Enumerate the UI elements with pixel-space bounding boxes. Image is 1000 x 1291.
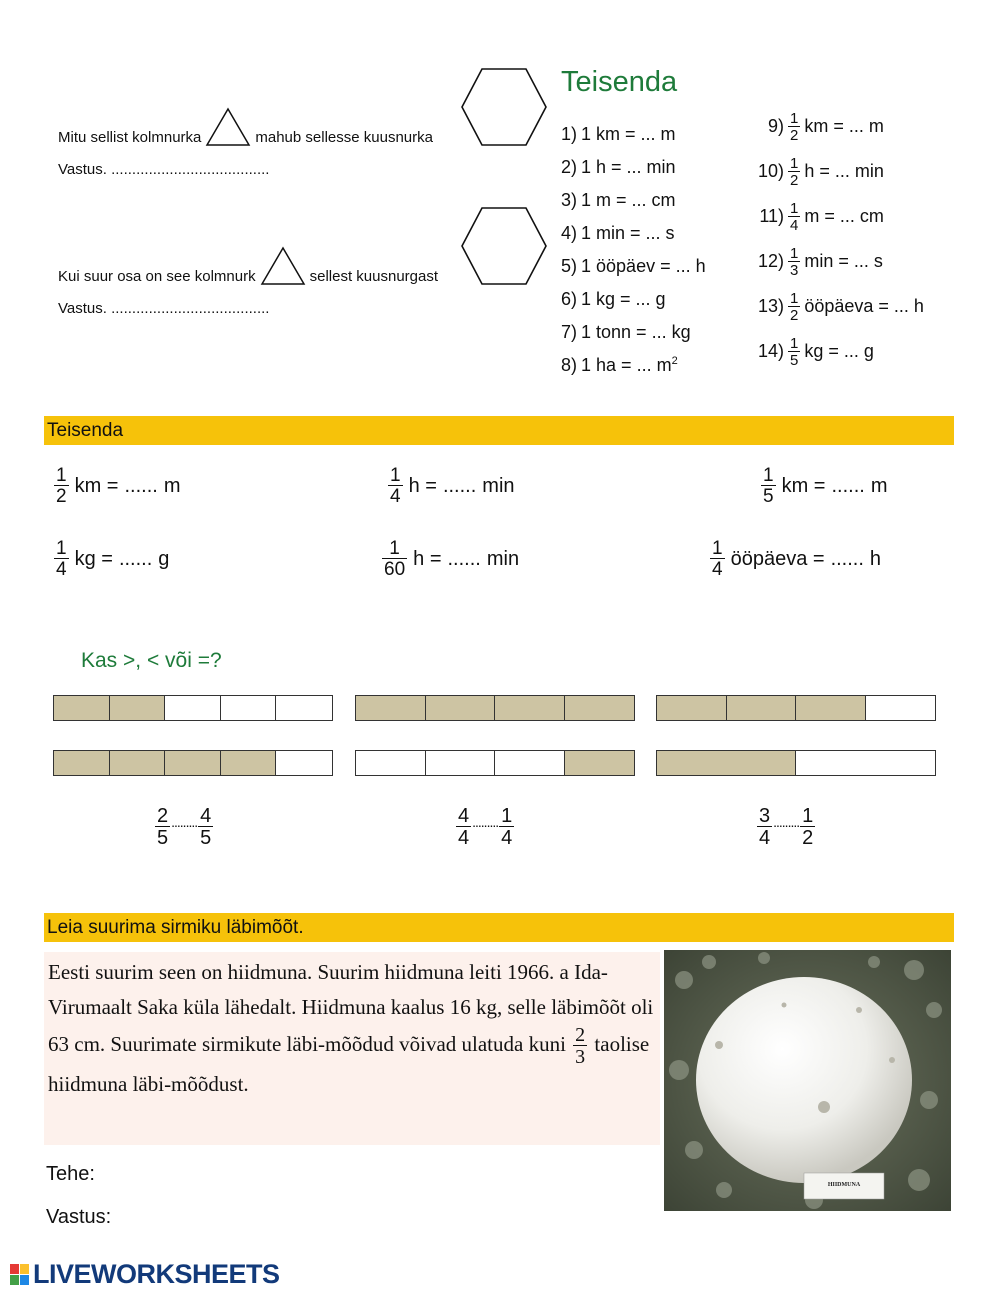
triangle-question-text-2: mahub sellesse kuusnurka (255, 129, 433, 146)
story-text: Eesti suurim seen on hiidmuna. Suurim hiidmuna leiti 1966. a Ida-Virumaalt Saka küla lähedalt. Hiidmuna kaalus 16 kg, selle läbimõõt oli 63 cm. Suurimate sirmikute läbi-mõõdud võivad ulatuda kuni (48, 960, 654, 1056)
bar-cell (495, 751, 565, 775)
section-title-teisenda: Teisenda (561, 66, 678, 98)
answer-blank[interactable]: ...... (124, 474, 158, 497)
item-text: 1 tonn = ... kg (581, 322, 691, 342)
conversion-item (561, 283, 706, 316)
fraction: $\frac{1}{4}$ (790, 199, 799, 234)
item-text: 1 m = ... cm (581, 190, 676, 210)
fraction: $\frac{2}{3}$ (575, 1024, 586, 1068)
conversion-exercise (54, 539, 169, 579)
bar-cell (165, 696, 221, 720)
conversion-item (561, 118, 706, 151)
fraction: $\frac{1}{2}$ (56, 465, 67, 507)
bar-cell (356, 696, 426, 720)
logo-text: LIVEWORKSHEETS (33, 1259, 280, 1289)
fraction-bar-bottom (53, 750, 333, 776)
conversion-exercise (382, 539, 519, 579)
bar-cell (110, 696, 166, 720)
bar-cell (565, 751, 635, 775)
fraction-comparison (155, 806, 213, 848)
triangle-question-text: Mitu sellist kolmnurka (58, 129, 202, 146)
item-text: ööpäeva = ... h (804, 296, 924, 316)
conversion-exercise (388, 466, 515, 506)
bar-cell (565, 696, 635, 720)
fraction: $\frac{1}{60}$ (384, 538, 406, 580)
vastus-label: Vastus: (46, 1206, 112, 1228)
fraction: $\frac{1}{4}$ (501, 805, 513, 849)
item-number: 10) (757, 161, 784, 181)
item-number: 11) (759, 206, 784, 226)
bar-cell (54, 696, 110, 720)
conversion-item (756, 104, 924, 149)
answer-blank[interactable]: ...... (447, 547, 481, 570)
bar-cell (796, 751, 935, 775)
conversion-item (561, 184, 706, 217)
item-text: 1 ha = ... m (581, 355, 672, 375)
item-text: min = ... s (804, 251, 883, 271)
superscript: 2 (671, 355, 678, 367)
item-number: 8) (561, 355, 578, 375)
fraction: $\frac{1}{4}$ (712, 538, 723, 580)
bar-cell (276, 696, 332, 720)
unit-text: kg = (74, 547, 113, 570)
fraction: $\frac{4}{4}$ (458, 805, 470, 849)
item-number: 5) (561, 256, 578, 276)
item-text: 1 ööpäev = ... h (581, 256, 706, 276)
fraction-comparison (456, 806, 514, 848)
bar-cell (54, 751, 110, 775)
bar-cell (426, 696, 496, 720)
item-text: kg = ... g (804, 341, 874, 361)
item-text: m = ... cm (804, 206, 884, 226)
item-number: 6) (561, 289, 578, 309)
bar-cell (866, 696, 936, 720)
section-band-teisenda: Teisenda (44, 416, 954, 445)
section-band-leia: Leia suurima sirmiku läbimõõt. (44, 913, 954, 942)
answer-blank[interactable]: ......... (472, 814, 499, 830)
item-number: 1) (561, 124, 578, 144)
fraction: $\frac{1}{4}$ (390, 465, 401, 507)
item-text: 1 h = ... min (581, 157, 676, 177)
unit-text: ööpäeva = (730, 547, 825, 570)
fraction-question-text: Kui suur osa on see kolmnurk (58, 268, 256, 285)
fraction-bar-bottom (355, 750, 635, 776)
item-number: 2) (561, 157, 578, 177)
bar-cell (356, 751, 426, 775)
item-number: 12) (757, 251, 784, 271)
bar-cell (727, 696, 797, 720)
item-number: 14) (757, 341, 784, 361)
bar-cell (110, 751, 166, 775)
answer-blank[interactable]: ...... (831, 474, 865, 497)
bar-cell (165, 751, 221, 775)
item-text: 1 kg = ... g (581, 289, 666, 309)
conversion-item (756, 329, 924, 374)
hexagon-icon (460, 206, 548, 286)
bar-cell (426, 751, 496, 775)
conversion-item (561, 151, 706, 184)
fraction: $\frac{1}{2}$ (790, 289, 799, 324)
fraction: $\frac{1}{5}$ (790, 334, 799, 369)
target-unit: m (870, 474, 888, 497)
fraction-bar-bottom (656, 750, 936, 776)
bar-cell (657, 696, 727, 720)
answer-blank[interactable]: ...... (442, 474, 477, 497)
item-text: 1 min = ... s (581, 223, 675, 243)
conversion-exercise (761, 466, 888, 506)
answer-blank[interactable]: ......... (773, 814, 800, 830)
photo-label: HIIDMUNA (827, 1182, 861, 1188)
bar-cell (276, 751, 332, 775)
fraction-bar-top (355, 695, 635, 721)
fraction: $\frac{3}{4}$ (759, 805, 771, 849)
fraction-comparison (757, 806, 815, 848)
triangle-icon (260, 246, 306, 286)
story-paragraph (44, 952, 660, 1145)
bar-cell (221, 696, 277, 720)
triangle-icon (205, 107, 251, 147)
fraction-bar-top (656, 695, 936, 721)
conversion-item (561, 349, 706, 382)
fraction: $\frac{1}{4}$ (56, 538, 67, 580)
fraction: $\frac{1}{3}$ (790, 244, 799, 279)
story-text-2: taolise hiidmuna läbi-mõõdust. (48, 1031, 650, 1096)
bar-cell (796, 696, 866, 720)
fraction-bar-top (53, 695, 333, 721)
answer-blank[interactable]: ......... (171, 814, 198, 830)
answer-line-2[interactable]: Vastus. ...................................... (58, 300, 270, 317)
item-number: 7) (561, 322, 578, 342)
target-unit: min (482, 474, 515, 497)
puffball-photo (664, 950, 951, 1211)
item-number: 3) (561, 190, 578, 210)
conversion-item (561, 217, 706, 250)
conversion-item (561, 250, 706, 283)
conversion-item (756, 194, 924, 239)
answer-blank[interactable]: ...... (830, 547, 864, 570)
answer-line-1[interactable]: Vastus. ...................................... (58, 161, 270, 178)
fraction-question-text-2: sellest kuusnurgast (309, 268, 439, 285)
target-unit: min (486, 547, 520, 570)
conversion-exercise (710, 539, 881, 579)
item-text: 1 km = ... m (581, 124, 676, 144)
fraction-question (58, 246, 438, 286)
fraction: $\frac{1}{2}$ (802, 805, 814, 849)
conversion-item (561, 316, 706, 349)
answer-blank[interactable]: ...... (118, 547, 153, 570)
unit-text: h = (408, 474, 437, 497)
target-unit: g (158, 547, 170, 570)
bar-cell (657, 751, 796, 775)
conversion-list-left (561, 118, 706, 382)
conversion-exercise (54, 466, 181, 506)
bar-cell (221, 751, 277, 775)
conversion-list-right (756, 104, 924, 374)
unit-text: km = (781, 474, 826, 497)
triangle-question (58, 107, 433, 147)
tehe-label: Tehe: (46, 1163, 95, 1185)
unit-text: h = (413, 547, 442, 570)
item-number: 4) (561, 223, 578, 243)
item-text: km = ... m (804, 116, 884, 136)
conversion-item (756, 239, 924, 284)
hexagon-icon (460, 67, 548, 147)
liveworksheets-logo (10, 1259, 280, 1290)
conversion-item (756, 284, 924, 329)
compare-title: Kas >, < või =? (81, 649, 222, 672)
fraction: $\frac{1}{2}$ (790, 109, 799, 144)
target-unit: h (869, 547, 882, 570)
fraction: $\frac{2}{5}$ (157, 805, 169, 849)
bar-cell (495, 696, 565, 720)
fraction: $\frac{4}{5}$ (200, 805, 212, 849)
conversion-item (756, 149, 924, 194)
target-unit: m (163, 474, 181, 497)
fraction: $\frac{1}{2}$ (790, 154, 799, 189)
item-number: 13) (757, 296, 784, 316)
item-number: 9) (767, 116, 784, 136)
unit-text: km = (74, 474, 119, 497)
fraction: $\frac{1}{5}$ (763, 465, 774, 507)
item-text: h = ... min (804, 161, 884, 181)
logo-icon (10, 1264, 30, 1286)
